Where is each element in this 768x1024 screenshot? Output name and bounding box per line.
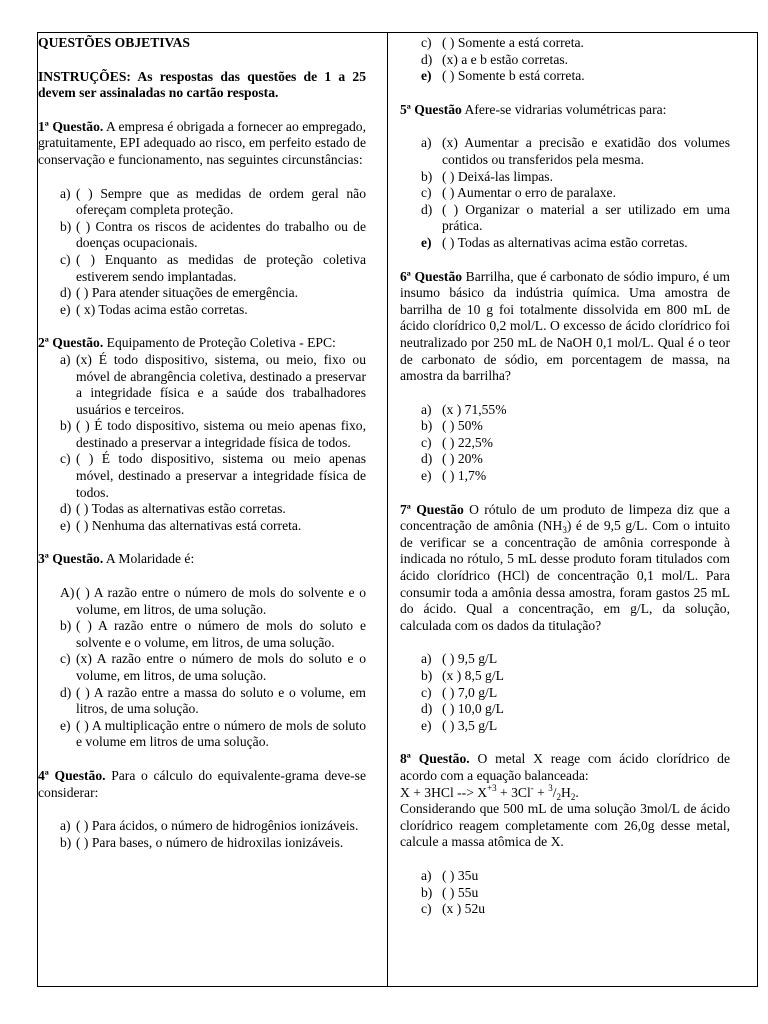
option-text: ( ) Aumentar o erro de paralaxe. [442,185,616,201]
eq-part-a: X + 3HCl --> X [400,784,488,800]
eq-part-c: + [533,784,549,800]
question-6 [400,269,730,385]
option-text: ( ) Somente b está correta. [442,68,585,84]
option-text: ( ) 7,0 g/L [442,684,498,700]
option-text: ( ) A razão entre o número de mols do solvente e o volume, em litros, de uma solução. [76,585,366,617]
question-8-text-2: Considerando que 500 mL de uma solução 3mol/L de ácido clorídrico reagem completamente com 26,0g desse metal, calcule a massa atômica de X. [400,801,730,850]
option-text: ( ) Todas as alternativas estão corretas. [76,501,286,517]
option-text: (x ) 71,55% [442,401,507,417]
question-7-label: 7ª Questão [400,501,464,517]
question-6-text: Barrilha, que é carbonato de sódio impuro, é um insumo básico da indústria química. Uma amostra de barrilha de 10 g foi totalmente dissolvida em 800 mL de ácido clorídrico 0,2 mol/L. O excesso de ácido clorídrico foi neutralizado por 250 mL de NaOH 0,1 mol/L. Qual é o teor de carbonato de sódio, em porcentagem de massa, na amostra da barrilha? [400,268,730,384]
option-marker: e) [421,468,432,484]
eq-sup-1: +3 [487,782,497,793]
option-marker: b) [60,418,72,434]
answer-option [400,468,730,485]
option-text: ( ) 50% [442,418,483,434]
answer-option [400,685,730,702]
option-text: ( ) A multiplicação entre o número de mols de soluto e volume em litros de uma solução. [76,717,366,750]
question-7-text-b: ) é de 9,5 g/L. Com o intuito de verificar se a concentração de amônia corresponde à indicada no rótulo, 5 mL desse produto foram titulados com ácido clorídrico (HCl) de concentração 0,1 mol/L. Para consumir toda a amônia dessa amostra, foram gastos 25 mL do ácido. Qual a concentração, em g/L, da solução, calculada com os dados da titulação? [400,518,731,633]
answer-option [38,302,366,319]
answer-option [400,68,730,85]
option-text: ( ) 10,0 g/L [442,701,504,717]
option-text: ( ) É todo dispositivo, sistema ou meio apenas fixo, destinado a preservar a integridade física de todos. [76,418,366,450]
eq-sup-2: - [530,782,534,793]
eq-part-f: . [575,784,579,800]
option-text: (x) Aumentar a precisão e exatidão dos volumes contidos ou transferidos pela mesma. [442,135,730,167]
question-3 [38,551,366,568]
option-text: ( ) Sempre que as medidas de ordem geral não ofereçam completa proteção. [76,185,366,218]
option-marker: e) [421,717,432,733]
option-marker: A) [60,585,75,601]
question-7 [400,502,730,635]
option-text: (x) a e b estão corretas. [442,51,569,67]
option-marker: c) [421,185,432,201]
question-7-text-a: O rótulo de um produto de limpeza diz que a concentração de amônia (NH [400,501,730,534]
option-text: ( ) 20% [442,451,483,467]
section-title: QUESTÕES OBJETIVAS [38,35,190,50]
option-marker: d) [60,684,72,700]
option-text: ( x) Todas acima estão corretas. [76,301,248,317]
option-marker: a) [60,351,71,367]
answer-option [38,285,366,302]
option-marker: d) [421,51,433,67]
option-text: (x ) 52u [442,901,486,917]
question-2-options [38,352,366,535]
answer-option [400,718,730,735]
question-5-options [400,135,730,251]
eq-part-b: + 3Cl [496,784,531,800]
question-4 [38,768,366,801]
option-marker: a) [421,135,432,151]
option-marker: e) [421,68,432,84]
question-8-text: O metal X reage com ácido clorídrico de acordo com a equação balanceada: [400,751,730,783]
question-6-label: 6ª Questão [400,268,463,284]
answer-option [400,185,730,202]
answer-option [38,518,366,535]
question-4-options [38,818,366,851]
option-marker: c) [421,434,432,450]
column-divider [387,32,388,987]
option-text: (x) É todo dispositivo, sistema, ou meio, fixo ou móvel de abrangência coletiva, destinado a preservar a integridade física e a saúde dos trabalhadores usuários e terceiros. [76,351,366,417]
option-text: ( ) É todo dispositivo, sistema ou meio apenas móvel, destinado a preservar a integridade física de todos. [76,451,366,500]
answer-option [400,202,730,235]
answer-option [38,651,366,684]
question-8 [400,751,730,784]
option-marker: e) [60,717,71,733]
question-8-equation [400,782,730,802]
option-marker: c) [421,901,432,917]
answer-option [38,186,366,219]
instructions: INSTRUÇÕES: As respostas das questões de 1 a 25 devem ser assinaladas no cartão resposta. [38,68,366,101]
answer-option [400,901,730,918]
eq-sub-2: 2 [570,791,576,802]
question-7-options [400,651,730,734]
option-marker: a) [60,185,71,201]
answer-option [38,252,366,285]
answer-option [400,169,730,186]
option-text: ( ) Contra os riscos de acidentes do trabalho ou de doenças ocupacionais. [76,218,366,251]
option-marker: c) [60,251,71,267]
answer-option [38,718,366,751]
answer-option [38,835,366,852]
option-marker: b) [60,218,72,234]
answer-option [38,451,366,501]
option-text: ( ) Para ácidos, o número de hidrogênios ionizáveis. [76,818,359,834]
option-marker: b) [421,418,433,434]
option-text: ( ) Todas as alternativas acima estão corretas. [442,234,688,250]
option-marker: b) [60,618,72,634]
question-1-label: 1ª Questão. [38,118,104,134]
option-marker: d) [421,701,433,717]
option-text: (x) A razão entre o número de mols do soluto e o volume, em litros, de uma solução. [76,651,366,683]
question-7-subscript: 3 [562,525,567,536]
option-marker: b) [60,834,72,850]
eq-sup-3: 3 [548,782,553,793]
question-5-text: Afere-se vidrarias volumétricas para: [461,101,667,117]
option-marker: b) [421,668,433,683]
option-marker: e) [60,301,71,317]
option-text: ( ) 3,5 g/L [442,717,498,733]
option-marker: e) [421,234,432,250]
option-marker: e) [60,517,71,533]
answer-option [400,868,730,885]
option-text: ( ) Nenhuma das alternativas está correta. [76,517,302,533]
option-text: ( ) A razão entre o número de mols do soluto e solvente e o volume, em litros, de uma solução. [76,618,366,650]
question-2 [38,335,366,352]
answer-option [400,651,730,668]
answer-option [38,219,366,252]
option-text: ( ) 22,5% [442,434,493,450]
left-column [38,35,366,851]
question-2-label: 2ª Questão. [38,335,104,351]
question-5 [400,102,730,119]
option-marker: c) [60,451,71,467]
answer-option [38,818,366,835]
answer-option [38,352,366,418]
answer-option [400,701,730,718]
question-3-options [38,585,366,751]
option-text: (x ) 8,5 g/L [442,668,504,683]
answer-option [38,685,366,718]
question-5-label: 5ª Questão [400,101,462,117]
answer-option [400,402,730,419]
question-3-label: 3ª Questão. [38,551,104,567]
answer-option [400,52,730,69]
option-text: ( ) Para bases, o número de hidroxilas ionizáveis. [76,834,344,850]
option-marker: b) [421,884,433,900]
option-text: ( ) A razão entre a massa do soluto e o volume, em litros, de uma solução. [76,684,366,717]
option-marker: d) [60,285,72,301]
option-marker: a) [421,401,432,417]
right-column [400,35,730,918]
question-1-options [38,186,366,319]
question-2-text: Equipamento de Proteção Coletiva - EPC: [103,335,336,351]
option-text: ( ) 35u [442,867,479,883]
answer-option [38,585,366,618]
answer-option [400,451,730,468]
eq-part-e: H [561,784,571,800]
option-text: ( ) Enquanto as medidas de proteção coletiva estiverem sendo implantadas. [76,251,366,284]
option-text: ( ) Somente a está correta. [442,35,584,50]
option-marker: d) [60,501,72,517]
answer-option [400,235,730,252]
option-marker: c) [60,651,71,667]
option-marker: d) [421,451,433,467]
option-marker: a) [421,867,432,883]
answer-option [38,618,366,651]
question-1-text: A empresa é obrigada a fornecer ao empregado, gratuitamente, EPI adequado ao risco, em perfeito estado de conservação e funcionamento, nas seguintes circunstâncias: [38,118,366,167]
option-marker: a) [421,651,432,667]
question-3-text: A Molaridade é: [103,551,195,567]
answer-option [400,135,730,168]
option-text: ( ) Para atender situações de emergência. [76,285,299,301]
question-1 [38,119,366,169]
answer-option [400,435,730,452]
option-marker: b) [421,168,433,184]
question-6-options [400,402,730,485]
option-text: ( ) 1,7% [442,468,487,484]
option-marker: a) [60,818,71,834]
answer-option [400,668,730,685]
answer-option [400,418,730,435]
question-4-text: Para o cálculo do equivalente-grama deve-se considerar: [38,767,367,800]
eq-sub-1: 2 [556,791,562,802]
option-marker: c) [421,35,432,50]
answer-option [38,501,366,518]
option-text: ( ) 9,5 g/L [442,651,498,667]
option-marker: c) [421,684,432,700]
answer-option [400,35,730,52]
question-8-label: 8ª Questão. [400,751,470,767]
answer-option [400,885,730,902]
option-marker: d) [421,201,433,217]
eq-part-d: / [552,784,557,800]
question-4-label: 4ª Questão. [38,767,106,783]
option-text: ( ) Deixá-las limpas. [442,168,553,184]
option-text: ( ) Organizar o material a ser utilizado em uma prática. [442,201,730,234]
question-4-options-continued [400,35,730,85]
answer-option [38,418,366,451]
option-text: ( ) 55u [442,884,479,900]
question-8-options [400,868,730,918]
